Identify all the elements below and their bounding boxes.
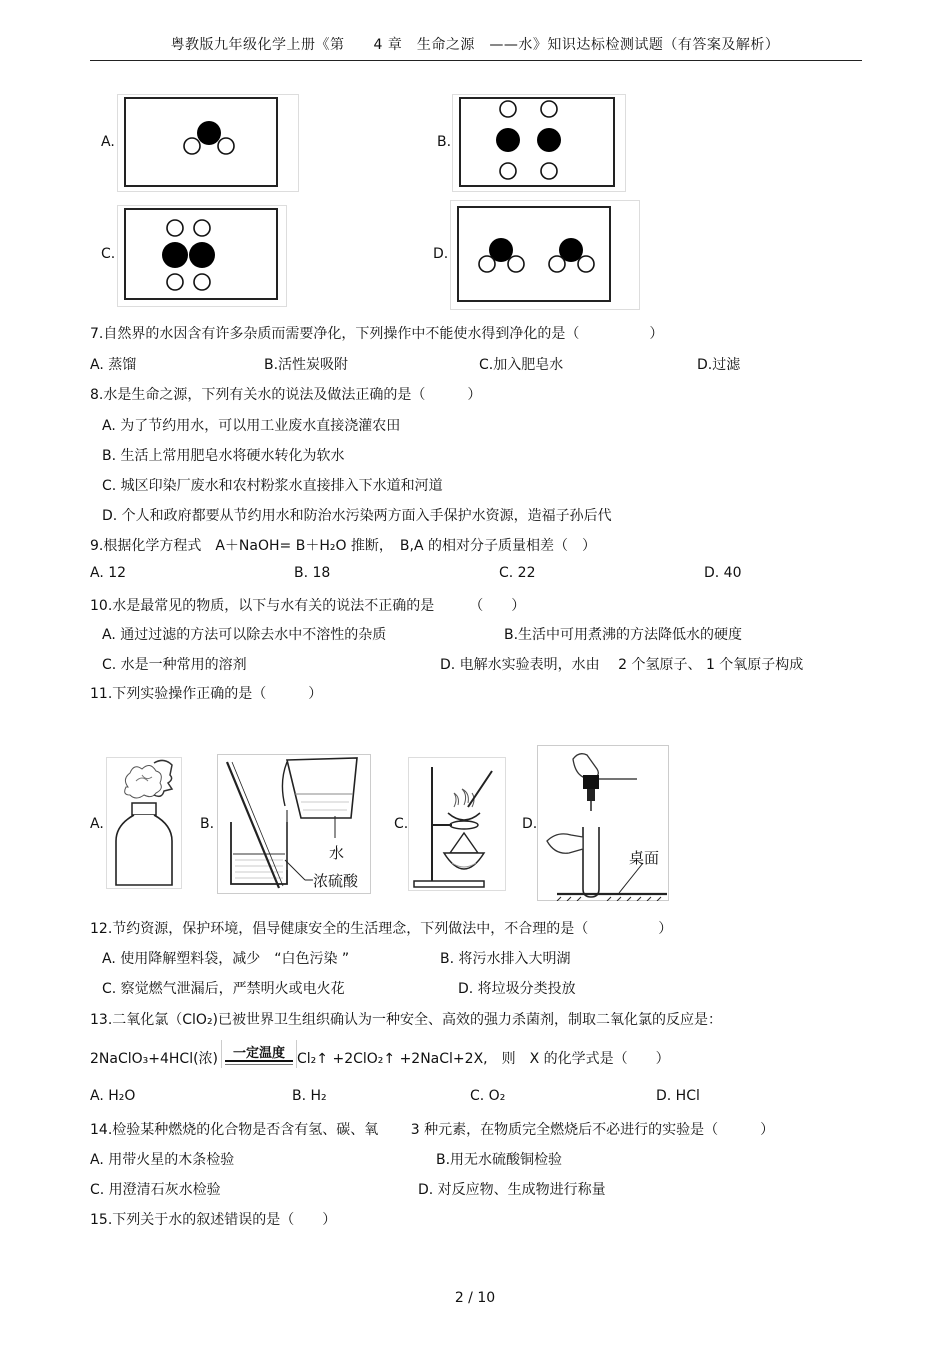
beaker-pouring-icon — [217, 754, 371, 894]
q13-equation-left: 2NaClO₃+4HCl(浓) — [90, 1051, 219, 1067]
question-15-stem: 15.下列关于水的叙述错误的是（ ） — [90, 1212, 337, 1228]
dilution-figure — [217, 754, 371, 894]
molecule-pair-icon — [126, 210, 276, 298]
q7-option-b: B.活性炭吸附 — [264, 357, 349, 373]
q8-option-c: C. 城区印染厂废水和农村粉浆水直接排入下水道和河道 — [102, 478, 443, 494]
gas-bottle-icon — [106, 757, 182, 889]
q8-option-d: D. 个人和政府都要从节约用水和防治水污染两方面入手保护水资源，造福子孙后代 — [102, 508, 612, 524]
question-14-stem: 14.检验某种燃烧的化合物是否含有氢、碳、氧 3 种元素，在物质完全燃烧后不必进行的实验是（ ） — [90, 1122, 775, 1138]
reaction-arrow-shadow — [225, 1064, 293, 1065]
molecule-diagram-b — [459, 97, 615, 187]
q14-option-d: D. 对反应物、生成物进行称量 — [418, 1182, 606, 1198]
water-molecule-icon — [126, 99, 276, 185]
q12-option-a: A. 使用降解塑料袋，减少 “白色污染 ” — [102, 951, 350, 967]
q9-option-b: B. 18 — [294, 565, 331, 581]
molecule-diagram-d — [457, 206, 611, 302]
q7-option-d: D.过滤 — [697, 357, 741, 373]
q12-option-b: B. 将污水排入大明湖 — [440, 951, 571, 967]
q14-option-c: C. 用澄清石灰水检验 — [90, 1182, 221, 1198]
question-8-stem: 8.水是生命之源，下列有关水的说法及做法正确的是（ ） — [90, 387, 482, 403]
page-number: 2 / 10 — [454, 1290, 496, 1306]
q10-option-c: C. 水是一种常用的溶剂 — [102, 657, 247, 673]
q12-option-c: C. 察觉燃气泄漏后，严禁明火或电火花 — [102, 981, 345, 997]
q13-equation-right: Cl₂↑ +2ClO₂↑ +2NaCl+2X, 则 X 的化学式是（ ） — [297, 1051, 670, 1067]
molecule-option-b-label: B. — [437, 134, 452, 150]
table-label: 桌面 — [629, 849, 660, 867]
iron-stand-burner-icon — [408, 757, 506, 891]
q11-option-b-label: B. — [200, 816, 215, 832]
q9-option-c: C. 22 — [499, 565, 536, 581]
q13-option-d: D. HCl — [656, 1088, 700, 1104]
q11-option-d-label: D. — [522, 816, 538, 832]
q11-option-c-label: C. — [394, 816, 409, 832]
q8-option-b: B. 生活上常用肥皂水将硬水转化为软水 — [102, 448, 345, 464]
reaction-arrow — [225, 1060, 293, 1062]
reaction-condition — [221, 1040, 297, 1068]
q12-option-d: D. 将垃圾分类投放 — [458, 981, 576, 997]
molecule-diagram-c — [124, 208, 278, 300]
h2-o2-atoms-icon — [461, 99, 613, 185]
dropper-figure — [537, 745, 669, 901]
evaporation-figure — [408, 757, 506, 891]
page-header: 粤教版九年级化学上册《第 4 章 生命之源 ——水》知识达标检测试题（有答案及解析） — [170, 37, 780, 53]
q14-option-a: A. 用带火星的木条检验 — [90, 1152, 235, 1168]
question-7-stem: 7.自然界的水因含有许多杂质而需要净化，下列操作中不能使水得到净化的是（ ） — [90, 326, 664, 342]
question-11-stem: 11.下列实验操作正确的是（ ） — [90, 686, 323, 702]
q7-option-c: C.加入肥皂水 — [479, 357, 564, 373]
header-rule — [90, 60, 862, 61]
q9-option-a: A. 12 — [90, 565, 127, 581]
molecule-option-d-label: D. — [433, 246, 449, 262]
q11-option-a-label: A. — [90, 816, 104, 832]
dropper-test-tube-icon — [537, 745, 669, 901]
q10-option-a: A. 通过过滤的方法可以除去水中不溶性的杂质 — [102, 627, 387, 643]
water-label: 水 — [329, 844, 345, 862]
smelling-gas-figure — [106, 757, 182, 889]
molecule-diagram-a — [124, 97, 278, 187]
question-13-stem: 13.二氧化氯（ClO₂)已被世界卫生组织确认为一种安全、高效的强力杀菌剂，制取二氧化氯的反应是： — [90, 1012, 723, 1028]
q8-option-a: A. 为了节约用水，可以用工业废水直接浇灌农田 — [102, 418, 401, 434]
question-9-stem: 9.根据化学方程式 A＋NaOH= B＋H₂O 推断， B,A 的相对分子质量相差（ ） — [90, 538, 597, 554]
reaction-condition-text: 一定温度 — [232, 1046, 285, 1061]
q13-option-c: C. O₂ — [470, 1088, 506, 1104]
molecule-option-a-label: A. — [101, 134, 115, 150]
acid-label: 浓硫酸 — [313, 872, 359, 890]
q10-option-b: B.生活中可用煮沸的方法降低水的硬度 — [504, 627, 743, 643]
molecule-option-c-label: C. — [101, 246, 116, 262]
q9-option-d: D. 40 — [704, 565, 742, 581]
q14-option-b: B.用无水硫酸铜检验 — [436, 1152, 563, 1168]
q10-option-d: D. 电解水实验表明，水由 2 个氢原子、 1 个氧原子构成 — [440, 657, 804, 673]
q13-option-b: B. H₂ — [292, 1088, 327, 1104]
two-water-molecules-icon — [459, 208, 609, 300]
question-12-stem: 12.节约资源，保护环境，倡导健康安全的生活理念，下列做法中，不合理的是（ ） — [90, 921, 673, 937]
q13-option-a: A. H₂O — [90, 1088, 136, 1104]
question-10-stem: 10.水是最常见的物质，以下与水有关的说法不正确的是 （ ） — [90, 598, 526, 614]
q7-option-a: A. 蒸馏 — [90, 357, 137, 373]
